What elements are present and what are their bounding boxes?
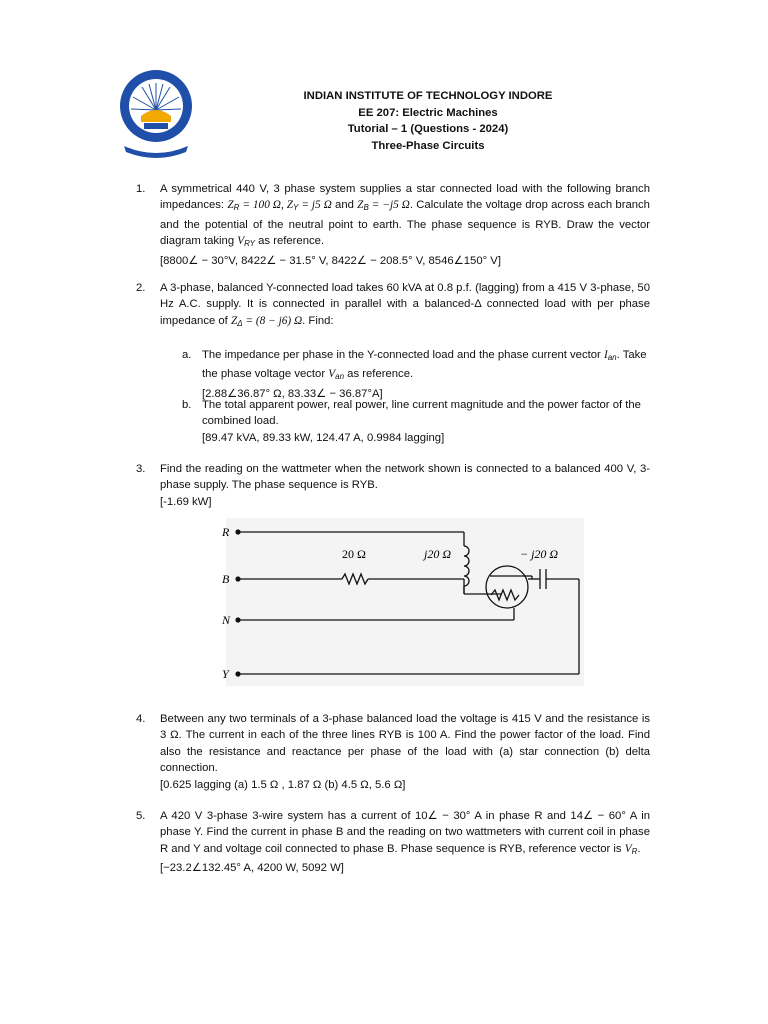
question-number: 4. (136, 713, 146, 725)
tutorial-title: Tutorial – 1 (Questions - 2024) (347, 123, 509, 136)
question-2a (182, 347, 652, 402)
question-number: 3. (136, 463, 146, 475)
resistor-label: 20 Ω (342, 547, 366, 561)
course-name: EE 207: Electric Machines (358, 106, 498, 119)
answer-text: [8800∠ − 30°V, 8422∠ − 31.5° V, 8422∠ − 208.5° V, 8546∠150° V] (160, 254, 501, 267)
question-number: 1. (136, 183, 146, 195)
logo-ribbon (124, 146, 188, 158)
terminal-dot-r (235, 529, 240, 534)
terminal-dot-y (235, 671, 240, 676)
subquestion-text: The total apparent power, real power, line current magnitude and the power factor of the combined load. (202, 399, 641, 428)
subquestion-label: b. (182, 399, 192, 411)
document-header (200, 88, 656, 154)
terminal-dot-b (235, 576, 240, 581)
question-3 (136, 461, 650, 510)
question-4 (136, 711, 650, 793)
terminal-dot-n (235, 617, 240, 622)
question-text: A 3-phase, balanced Y-connected load takes 60 kVA at 0.8 p.f. (lagging) from a 415 V 3-phase, 50 Hz A.C. supply. It is connected in parallel with a balanced-Δ connected load with per phase impedance of $Z_\Delta = (8 - j6)$ Ω. Find: (160, 282, 650, 328)
answer-text: [2.88∠36.87° Ω, 83.33∠ − 36.87°A] (202, 387, 383, 400)
question-text: A 420 V 3-phase 3-wire system has a current of 10∠ − 30° A in phase R and 14∠ − 60° A in phase Y. Find the current in phase B and the reading on two wattmeters with current coil in phase R and Y and voltage coil connected to phase B. Phase sequence is RYB, reference vector is $V_R$. (160, 810, 650, 856)
question-number: 5. (136, 810, 146, 822)
question-number: 2. (136, 282, 146, 294)
question-1 (136, 181, 650, 269)
terminal-label-y: Y (222, 667, 229, 681)
question-5 (136, 808, 650, 877)
question-2b (182, 397, 652, 446)
subquestion-label: a. (182, 349, 192, 361)
subquestion-text: The impedance per phase in the Y-connected load and the phase current vector $I_{an}$. Take the phase voltage vector $V_{an}$ as reference. (202, 349, 647, 382)
capacitor-label: − j20 Ω (520, 547, 559, 561)
circuit-diagram (214, 516, 586, 688)
institute-name: INDIAN INSTITUTE OF TECHNOLOGY INDORE (303, 90, 553, 102)
answer-text: [89.47 kVA, 89.33 kW, 124.47 A, 0.9984 lagging] (202, 431, 445, 444)
iit-indore-logo (114, 66, 198, 162)
inductor-label: j20 Ω (424, 547, 452, 561)
diagram-background (226, 518, 584, 686)
question-2 (136, 280, 650, 332)
answer-text: [0.625 lagging (a) 1.5 Ω , 1.87 Ω (b) 4.5 Ω, 5.6 Ω] (160, 778, 406, 791)
terminal-label-b: B (222, 572, 230, 586)
topic-title: Three-Phase Circuits (371, 139, 485, 152)
question-text: Between any two terminals of a 3-phase balanced load the voltage is 415 V and the resistance is 3 Ω. The current in each of the three lines RYB is 100 A. Find the power factor of the load. Find also the resistance and reactance per phase of the load with (a) star connection (b) delta connection. (160, 713, 650, 775)
terminal-label-n: N (222, 613, 231, 627)
question-text: A symmetrical 440 V, 3 phase system supplies a star connected load with the following branch impedances: $Z_R = 100$ Ω, $Z_Y = j5$ Ω and $Z_B = -j5$ Ω. Calculate the voltage drop across each branch and the potential of the neutral point to earth. The phase sequence is RYB. Draw the vector diagram taking $V_{RY}$ as reference. (160, 183, 650, 249)
logo-book-icon (144, 123, 168, 129)
answer-text: [−23.2∠132.45° A, 4200 W, 5092 W] (160, 862, 344, 875)
question-text: Find the reading on the wattmeter when the network shown is connected to a balanced 400 V, 3-phase supply. The phase sequence is RYB. (160, 463, 650, 492)
terminal-label-r: R (222, 525, 230, 539)
answer-text: [-1.69 kW] (160, 495, 212, 508)
